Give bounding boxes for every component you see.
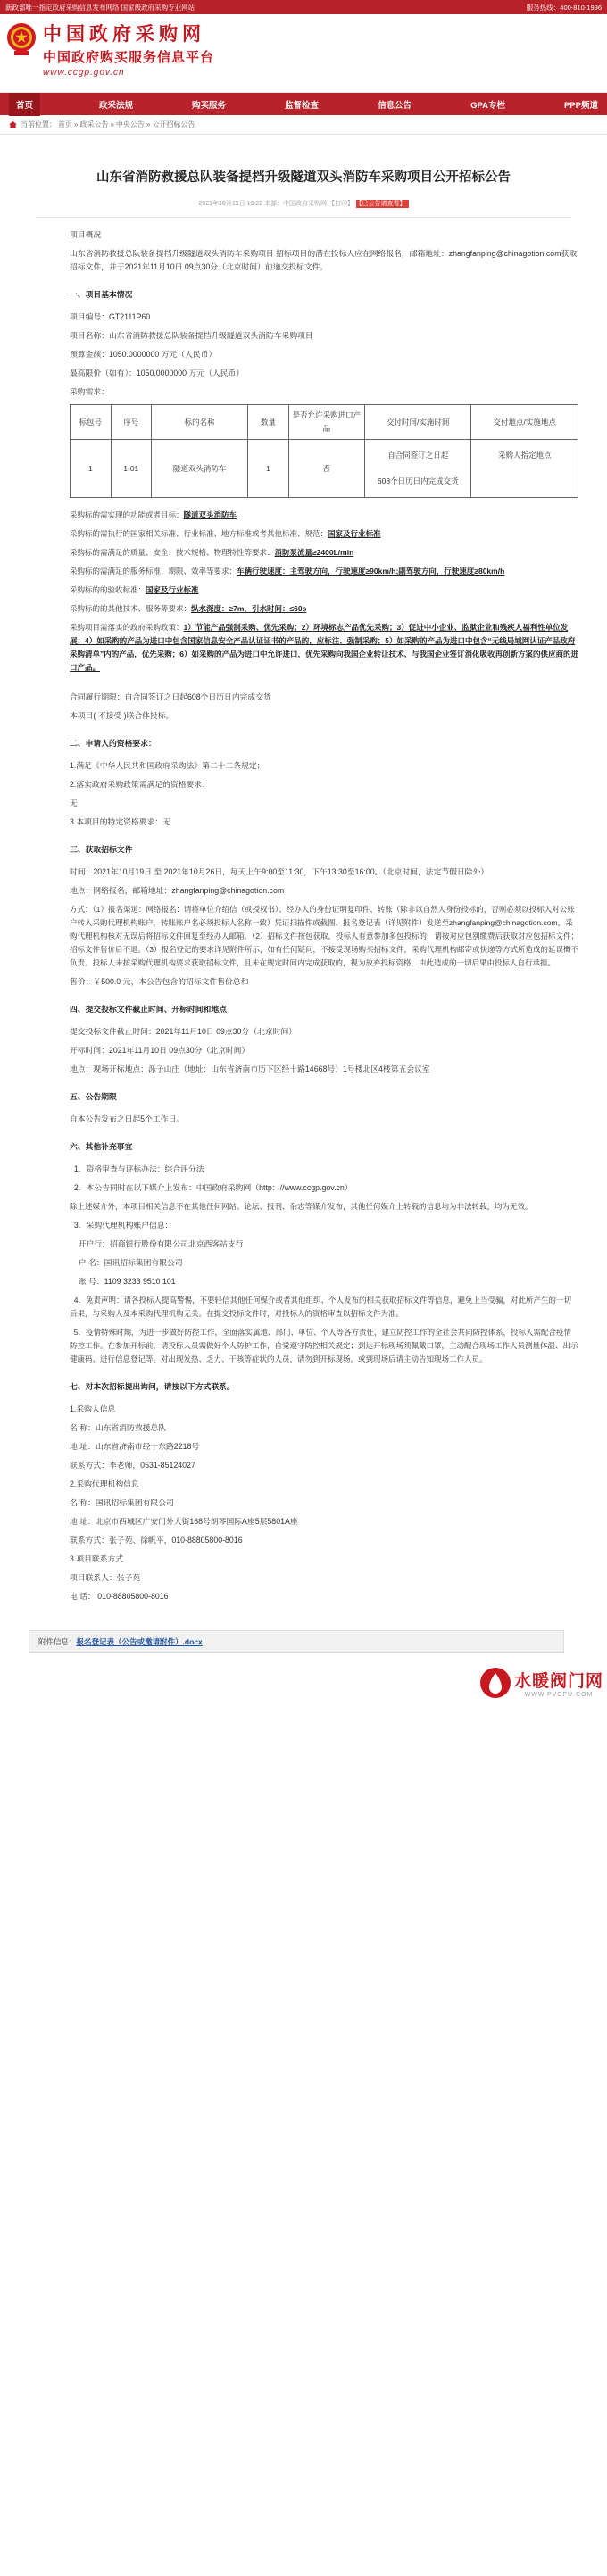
attachment-label: 附件信息： — [38, 1637, 77, 1646]
breadcrumb-sep: » — [110, 120, 114, 128]
bid-open-place: 地点：现场开标地点：泺子山庄（地址：山东省济南市历下区经十路14668号）1号楼北区4楼第五会议室 — [70, 1064, 430, 1073]
section-7-heading: 七、对本次招标提出询问，请按以下方式联系。 — [70, 1382, 235, 1391]
breadcrumb-sep: » — [146, 120, 151, 128]
page-footer — [0, 1653, 607, 1703]
watermark — [480, 1668, 603, 1698]
table-header: 交付时间/实施时间 — [365, 405, 471, 440]
breadcrumb-current[interactable]: 公开招标公告 — [152, 120, 195, 128]
purchaser-name: 名 称：山东省消防救援总队 — [70, 1423, 167, 1432]
section-4-heading: 四、提交投标文件截止时间、开标时间和地点 — [70, 1005, 227, 1014]
nav-services[interactable]: 购买服务 — [192, 100, 227, 111]
agency-name: 名 称：国讯招标集团有限公司 — [70, 1498, 174, 1507]
req-label: 采购标的需满足的质量、安全、技术规格、物理特性等要求： — [70, 548, 275, 557]
project-code: 项目编号：GT2111P60 — [70, 312, 151, 321]
site-logo[interactable] — [43, 20, 214, 78]
consortium-note: 本项目( 不接受 )联合体投标。 — [70, 711, 174, 720]
logo-url: www.ccgp.gov.cn — [43, 68, 125, 78]
notice-period: 自本公告发布之日起5个工作日。 — [70, 1114, 185, 1123]
purchaser-address: 地 址：山东省济南市经十东路2218号 — [70, 1442, 200, 1451]
attachment-link[interactable]: 报名登记表（公告或邀请附件）.docx — [76, 1637, 203, 1646]
section-5-heading: 五、公告期限 — [70, 1092, 117, 1101]
max-price: 最高限价（如有）：1050.0000000 万元（人民币） — [70, 369, 245, 377]
bank-name — [70, 1238, 578, 1251]
table-header: 数量 — [248, 405, 289, 440]
doc-price: 售价：￥500.0 元，本公告包含的招标文件售价总和 — [70, 977, 249, 986]
table-cell: 1 — [248, 440, 289, 498]
nav-announcements[interactable]: 信息公告 — [378, 100, 412, 111]
req-standards — [70, 527, 578, 541]
table-header: 序号 — [111, 405, 152, 440]
nav-supervision[interactable]: 监督检查 — [285, 100, 320, 111]
supplement-1 — [70, 1163, 578, 1176]
agency-address: 地 址：北京市西城区广安门外大街168号朗琴国际A座5层5801A座 — [70, 1517, 298, 1526]
req-value: 1）节能产品强制采购、优先采购；2）环境标志产品优先采购；3）促进中小企业、监狱企业和残疾人福利性单位发展；4）如采购的产品为进口中包含国家信息安全产品认证证书的产品的，应标注、强制采购；5）如采购的产品为进口中包含“无线局域网认证产品政府采购清单”内的产品，优先采购；6）如采购的产品为进口中允许进口，优先采购向我国企业转让技术、与我国企业签订消化吸收再创新方案的供应商的进口产品。 — [70, 623, 578, 672]
qualification-1: 1.满足《中华人民共和国政府采购法》第二十二条规定； — [70, 761, 265, 770]
req-label: 采购标的的其他技术、服务等要求： — [70, 604, 192, 613]
req-other — [70, 602, 578, 616]
qualification-2-value: 无 — [70, 799, 78, 808]
table-cell: 隧道双头消防车 — [152, 440, 248, 498]
req-label: 采购项目需落实的政府采购政策： — [70, 623, 184, 632]
table-header: 标包号 — [71, 405, 112, 440]
table-row — [71, 440, 578, 498]
watermark-logo-icon — [480, 1668, 511, 1698]
budget: 预算金额：1050.0000000 万元（人民币） — [70, 350, 217, 359]
nav-regulations[interactable]: 政采法规 — [99, 100, 134, 111]
account-number — [70, 1275, 578, 1288]
agency-contact: 联系方式：张子苑、徐帆平，010-88805800-8016 — [70, 1536, 243, 1545]
table-header: 交付地点/实施地点 — [471, 405, 578, 440]
page-title: 山东省消防救援总队装备提档升级隧道双头消防车采购项目公开招标公告 — [96, 170, 511, 185]
purchaser-heading: 1.采购人信息 — [70, 1404, 116, 1413]
req-label: 采购标的需实现的功能或者目标： — [70, 510, 184, 519]
top-info-bar — [0, 0, 607, 14]
account-holder-text: 户 名：国讯招标集团有限公司 — [78, 1258, 183, 1267]
requirements-label: 采购需求： — [70, 387, 109, 396]
logo-subtitle: 中国政府购买服务信息平台 — [43, 50, 215, 65]
main-nav — [0, 93, 607, 115]
table-cell-delivery — [365, 440, 471, 498]
req-policy — [70, 621, 578, 675]
breadcrumb-notices[interactable]: 政采公告 — [79, 120, 109, 128]
table-cell: 采购人指定地点 — [471, 440, 578, 498]
national-emblem-icon[interactable] — [5, 21, 37, 57]
project-name: 项目名称：山东省消防救援总队装备提档升级隧道双头消防车采购项目 — [70, 331, 313, 340]
breadcrumb-sep: » — [74, 120, 79, 128]
status-badge[interactable]: 【已公告请查看】 — [356, 200, 409, 208]
req-value: 国家及行业标准 — [328, 529, 381, 538]
nav-ppp[interactable]: PPP频道 — [563, 100, 598, 111]
section-3-heading: 三、获取招标文件 — [70, 845, 133, 854]
req-value: 隧道双头消防车 — [183, 510, 237, 519]
article-body — [0, 218, 607, 1603]
purchaser-contact: 联系方式：李老师，0531-85124027 — [70, 1461, 195, 1470]
watermark-url: WWW.PVCPU.COM — [524, 1692, 594, 1698]
home-icon — [9, 121, 17, 128]
req-label: 采购标的需满足的服务标准、期限、效率等要求： — [70, 567, 237, 576]
account-holder — [70, 1256, 578, 1270]
req-label: 采购标的的验收标准： — [70, 585, 146, 594]
contract-period: 合同履行期限：自合同签订之日起608个日历日内完成交货 — [70, 692, 271, 701]
doc-time: 时间：2021年10月19日 至 2021年10月26日，每天上午9:00至11:30，下午13:30至16:00。（北京时间，法定节假日除外） — [70, 867, 489, 876]
bank-name-text: 开户行：招商银行股份有限公司北京西客站支行 — [78, 1239, 244, 1248]
delivery-time: 自合同签订之日起 — [387, 451, 449, 460]
project-contact-heading: 3.项目联系方式 — [70, 1554, 124, 1563]
supplement-1-text: 1．资格审查与评标办法：综合评分法 — [73, 1164, 204, 1173]
logo-title: 中国政府采购网 — [43, 24, 205, 45]
site-header — [0, 14, 607, 93]
req-value: 车辆行驶速度：主驾驶方向，行驶速度≥90km/h;副驾驶方向，行驶速度≥80km/h — [237, 567, 505, 576]
breadcrumb-central[interactable]: 中央公告 — [115, 120, 145, 128]
requirements-table — [70, 404, 578, 498]
account-number-text: 账 号：1109 3233 9510 101 — [78, 1277, 176, 1286]
req-quality — [70, 546, 578, 559]
breadcrumb-home[interactable]: 首页 — [58, 120, 72, 128]
agency-heading: 2.采购代理机构信息 — [70, 1479, 139, 1488]
table-cell: 否 — [288, 440, 364, 498]
bid-open-time: 开标时间：2021年11月10日 09点30分（北京时间） — [70, 1046, 250, 1055]
supplement-3: 除上述媒介外，本项目相关信息不在其他任何网站、论坛、报刊、杂志等媒介发布，其他任何媒介上转载的信息均为非法转载，均为无效。 — [70, 1202, 533, 1211]
supplement-4 — [70, 1219, 578, 1232]
table-cell: 1 — [71, 440, 112, 498]
table-header: 是否允许采购进口产品 — [288, 405, 364, 440]
epidemic-note — [70, 1326, 578, 1366]
nav-gpa[interactable]: GPA专栏 — [470, 100, 505, 111]
doc-place: 地点：网络报名，邮箱地址：zhangfanping@chinagotion.com — [70, 886, 285, 895]
breadcrumb-prefix: 当前位置： — [21, 120, 56, 128]
topbar-left-text: 新政部唯一指定政府采购信息发布网络 国家级政府采购专业网站 — [5, 3, 195, 12]
watermark-text: 水暖阀门网 — [513, 1671, 603, 1691]
section-2-heading: 二、申请人的资格要求： — [70, 739, 156, 748]
doc-method: 方式：（1）报名渠道：网络报名：请将单位介绍信（或授权书）、经办人的身份证明复印件、转账（除非以自然人身份投标的，否则必须以投标人对公账户转入采购代理机构账户，转账账户名必须投标人名称一致）凭证扫描件或截图、报名登记表（详见附件）发送至zhangfanping@chinagotion.com，采购代理机构核对无误后将招标文件回复至经办人邮箱。（2）招标文件按包获取，投标人有意参加多包投标的，请按对应包别缴费后获取对应包招标文件；招标文件售价后不退。（3）报名登记的要求详见附件所示，如有任何疑问，不接受现场购买招标文件，采购代理机构邮寄或快递等方式所造成的延误概不负责。投标人未按采购代理机构要求获取招标文件，且未在规定时间内完成获取的，视为放弃投标资格，由此造成的一切后果由投标人自行承担。 — [70, 905, 578, 967]
supplement-4-text: 3．采购代理机构账户信息： — [73, 1221, 173, 1230]
table-header-row — [71, 405, 578, 440]
breadcrumb — [0, 115, 607, 135]
req-service — [70, 565, 578, 578]
delivery-time-extra: 608个日历日内完成交货 — [377, 476, 459, 485]
overview-label: 项目概况 — [70, 230, 102, 239]
qualification-3: 3.本项目的特定资格要求：无 — [70, 817, 170, 826]
req-function — [70, 509, 578, 522]
table-cell: 1-01 — [111, 440, 152, 498]
bid-deadline: 提交投标文件截止时间：2021年11月10日 09点30分（北京时间） — [70, 1027, 297, 1036]
attachment-box — [29, 1630, 564, 1653]
req-label: 采购标的需执行的国家相关标准、行业标准、地方标准或者其他标准、规范： — [70, 529, 328, 538]
table-header: 标的名称 — [152, 405, 248, 440]
supplement-2-text: 2．本公告同时在以下媒介上发布：中国政府采购网（http：//www.ccgp.gov.cn） — [73, 1183, 353, 1192]
section-6-heading: 六、其他补充事宜 — [70, 1142, 133, 1151]
project-contact-phone: 电 话： 010-88805800-8016 — [70, 1592, 169, 1601]
epidemic-note-text: 5．疫情特殊时期，为进一步做好防控工作，全面落实属地、部门、单位、个人等各方责任，建立防控工作的全社会共同防控体系，投标人需配合疫情防控工作。在参加开标前，请投标人员需做好个人防护工作，自觉遵守防控相关规定；到达开标现场须佩戴口罩，主动配合现场工作人员测量体温、出示健康码、进行信息登记等。对出现发热、乏力、干咳等症状的人员，请勿到开标现场，或到现场后请主动告知现场工作人员。 — [70, 1328, 578, 1363]
article-meta — [36, 199, 571, 218]
req-value: 纵水深度：≥7m，引水时间：≤60s — [191, 604, 307, 613]
project-contact-name: 项目联系人：张子苑 — [70, 1573, 141, 1582]
hotline-text: 服务热线：400-810-1996 — [526, 3, 602, 12]
overview-text: 山东省消防救援总队装备提档升级隧道双头消防车采购项目 招标项目的潜在投标人应在网络报名，邮箱地址：zhangfanping@chinagotion.com获取招标文件，并于2021年11月10日 09点30分（北京时间）前递交投标文件。 — [70, 249, 578, 271]
disclaimer-text: 4．免责声明：请各投标人提高警惕，不要轻信其他任何媒介或者其他组织、个人发布的相关获取招标文件等信息，避免上当受骗，对此所产生的一切后果，与采购人及本采购代理机构无关。在提交投标文件时，对投标人的资格审查以招标文件为准。 — [70, 1296, 571, 1318]
req-value: 消防泵流量≥2400L/min — [274, 548, 354, 557]
supplement-2 — [70, 1181, 578, 1195]
meta-text: 2021年10月19日 19:22 来源：中国政府采购网 【打印】 — [198, 201, 353, 207]
nav-home[interactable]: 首页 — [9, 93, 40, 116]
req-value: 国家及行业标准 — [146, 585, 199, 594]
section-1-heading: 一、项目基本情况 — [70, 290, 133, 299]
disclaimer — [70, 1294, 578, 1321]
qualification-2: 2.落实政府采购政策需满足的资格要求： — [70, 780, 210, 789]
req-acceptance — [70, 584, 578, 597]
